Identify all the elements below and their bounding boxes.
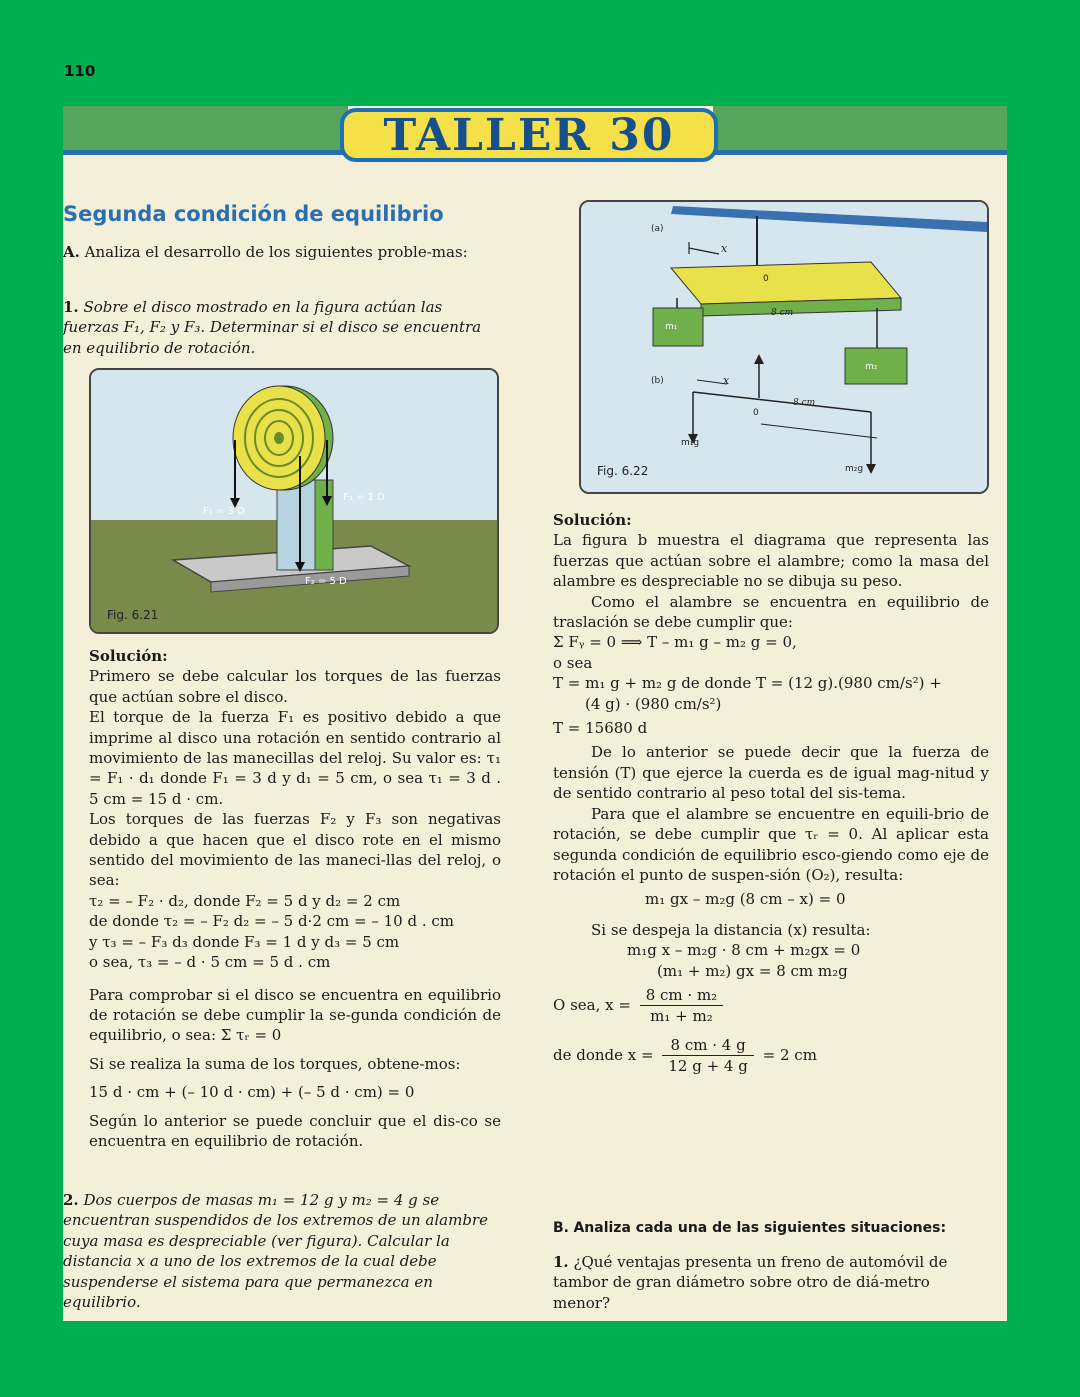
solution-1-p3: Los torques de las fuerzas F₂ y F₃ son negativas debido a que hacen que el disco rote en el mismo sentido del movimiento de las maneci-llas del reloj, o sea:: [89, 810, 501, 890]
solution-2-eq8-result: = 2 cm: [762, 1045, 817, 1064]
problem-2-text: Dos cuerpos de masas m₁ = 12 g y m₂ = 4 g se encuentran suspendidos de los extremos de un alambre cuya masa es despreciable (ver figura). Calcular la distancia x a uno de los extremos de la cual debe suspenderse el sistema para que permanezca en equilibrio.: [63, 1191, 488, 1312]
fraction-value-numerator: 8 cm · 4 g: [662, 1035, 753, 1056]
fraction-x-numerator: 8 cm · m₂: [640, 985, 723, 1006]
solution-2-heading: Solución:: [553, 511, 632, 529]
figure-6-22-caption: Fig. 6.22: [597, 464, 649, 478]
figure-6-21: [89, 368, 499, 634]
part-b-q1-text: ¿Qué ventajas presenta un freno de automóvil de tambor de gran diámetro sobre otro de diá-metro menor?: [553, 1253, 948, 1312]
part-b-label: B.: [553, 1220, 569, 1236]
fraction-x: [640, 985, 723, 1027]
problem-2-number: 2.: [63, 1191, 79, 1209]
solution-2-eq2b: (4 g) · (980 cm/s²): [585, 694, 722, 713]
label-o-b: 0: [753, 408, 759, 418]
worksheet-page: [63, 106, 1007, 1321]
solution-1-p2: El torque de la fuerza F₁ es positivo debido a que imprime al disco una rotación en sentido contrario al movimiento de las manecillas del reloj. Su valor es: τ₁ = F₁ · d₁ donde F₁ = 3 d y d₁ = 5 cm, o sea τ₁ = 3 d . 5 cm = 15 d · cm.: [89, 708, 501, 808]
solution-1-p4: Para comprobar si el disco se encuentra en equilibrio de rotación se debe cumplir la se-gunda condición de equilibrio, o sea: Σ τᵣ = 0: [89, 985, 501, 1045]
label-a: (a): [651, 224, 664, 234]
solution-2-eq2: T = m₁ g + m₂ g de donde T = (12 g).(980 cm/s²) +: [553, 674, 942, 693]
disc-diagram: [91, 370, 497, 632]
solution-2-p1: La figura b muestra el diagrama que representa las fuerzas que actúan sobre el alambre; como la masa del alambre es despreciable no se dibuja su peso.: [553, 531, 989, 591]
solution-2-o-sea: o sea: [553, 653, 593, 672]
part-a-label: A.: [63, 243, 80, 261]
label-m2: m₂: [865, 362, 878, 372]
solution-2-eq4: m₁ gx – m₂g (8 cm – x) = 0: [645, 890, 846, 909]
solution-1-eq3: y τ₃ = – F₃ d₃ donde F₃ = 1 d y d₃ = 5 cm: [89, 932, 400, 951]
solution-2-p4: Para que el alambre se encuentre en equili-brio de rotación, se debe cumplir que τᵣ = 0. Al aplicar esta segunda condición de equilibrio esco-giendo como eje de rotación el punto de suspen-sión (O₂), resulta:: [553, 804, 989, 884]
solution-2-eq8-lead: de donde x =: [553, 1045, 654, 1064]
label-b: (b): [651, 376, 664, 386]
label-m1: m₁: [665, 322, 678, 332]
banner-band-right: [713, 106, 1007, 150]
part-a: [63, 242, 499, 262]
section-title: Segunda condición de equilibrio: [63, 202, 444, 226]
solution-1-eq1: τ₂ = – F₂ · d₂, donde F₂ = 5 d y d₂ = 2 cm: [89, 891, 401, 910]
problem-1-number: 1.: [63, 298, 79, 316]
force-f3-label: F₃ = 1 D: [343, 492, 385, 503]
part-b-question-1: [553, 1252, 989, 1313]
solution-2: [553, 510, 989, 1077]
label-m1g: m₁g: [681, 438, 700, 448]
part-a-instruction: Analiza el desarrollo de los siguientes proble-mas:: [84, 243, 468, 261]
solution-2-p5: Si se despeja la distancia (x) resulta:: [591, 920, 871, 939]
solution-2-eq5: m₁g x – m₂g · 8 cm + m₂gx = 0: [627, 941, 861, 960]
solution-1-eq2: de donde τ₂ = – F₂ d₂ = – 5 d·2 cm = – 10 d . cm: [89, 912, 455, 931]
figure-6-21-caption: Fig. 6.21: [107, 608, 159, 622]
problem-1-text: Sobre el disco mostrado en la figura actúan las fuerzas F₁, F₂ y F₃. Determinar si el disco se encuentra en equilibrio de rotación.: [63, 298, 482, 357]
solution-2-eq3: T = 15680 d: [553, 719, 648, 738]
solution-1-p6: Según lo anterior se puede concluir que el dis-co se encuentra en equilibrio de rotación.: [89, 1111, 501, 1150]
part-b: [553, 1218, 989, 1238]
figure-6-22: [579, 200, 989, 494]
solution-2-eq7-lead: O sea, x =: [553, 995, 631, 1014]
banner-title: TALLER 30: [340, 108, 718, 162]
solution-2-p2: Como el alambre se encuentra en equilibrio de traslación se debe cumplir que:: [553, 592, 989, 632]
solution-1-p1: Primero se debe calcular los torques de las fuerzas que actúan sobre el disco.: [89, 667, 501, 706]
solution-1-p5: Si se realiza la suma de los torques, obtene-mos:: [89, 1054, 461, 1073]
wire-diagram: [581, 202, 987, 492]
fraction-x-denominator: m₁ + m₂: [650, 1007, 713, 1026]
solution-1-eq4: o sea, τ₃ = – d · 5 cm = 5 d . cm: [89, 953, 331, 972]
part-b-instruction: Analiza cada una de las siguientes situaciones:: [573, 1220, 947, 1236]
label-o-a: 0: [763, 274, 769, 284]
solution-2-eq6: (m₁ + m₂) gx = 8 cm m₂g: [657, 961, 848, 980]
label-m2g: m₂g: [845, 464, 864, 474]
label-len-a: 8 cm: [771, 308, 794, 318]
force-f2-label: F₂ = 5 D: [305, 576, 347, 587]
solution-1-heading: Solución:: [89, 647, 168, 665]
problem-2: [63, 1190, 501, 1312]
solution-2-eq8: [553, 1035, 989, 1077]
solution-2-p3: De lo anterior se puede decir que la fuerza de tensión (T) que ejerce la cuerda es de igual mag-nitud y de sentido contrario al peso total del sis-tema.: [553, 743, 989, 803]
solution-2-eq1: Σ Fᵧ = 0 ⟹ T – m₁ g – m₂ g = 0,: [553, 633, 797, 652]
solution-1-eq5: 15 d · cm + (– 10 d · cm) + (– 5 d · cm) = 0: [89, 1083, 415, 1102]
page-number: 110: [64, 62, 96, 80]
fraction-value-denominator: 12 g + 4 g: [668, 1057, 748, 1076]
problem-1: [63, 297, 499, 358]
part-b-q1-number: 1.: [553, 1253, 569, 1271]
fraction-value: [662, 1035, 753, 1077]
force-f1-label: F₁ = 3 D: [203, 506, 245, 517]
solution-1: [89, 646, 501, 1151]
label-x-b: x: [723, 374, 730, 387]
label-x-a: x: [721, 242, 728, 255]
label-len-b: 8 cm: [793, 398, 816, 408]
banner-band-left: [63, 106, 348, 150]
solution-2-eq7: [553, 985, 989, 1027]
